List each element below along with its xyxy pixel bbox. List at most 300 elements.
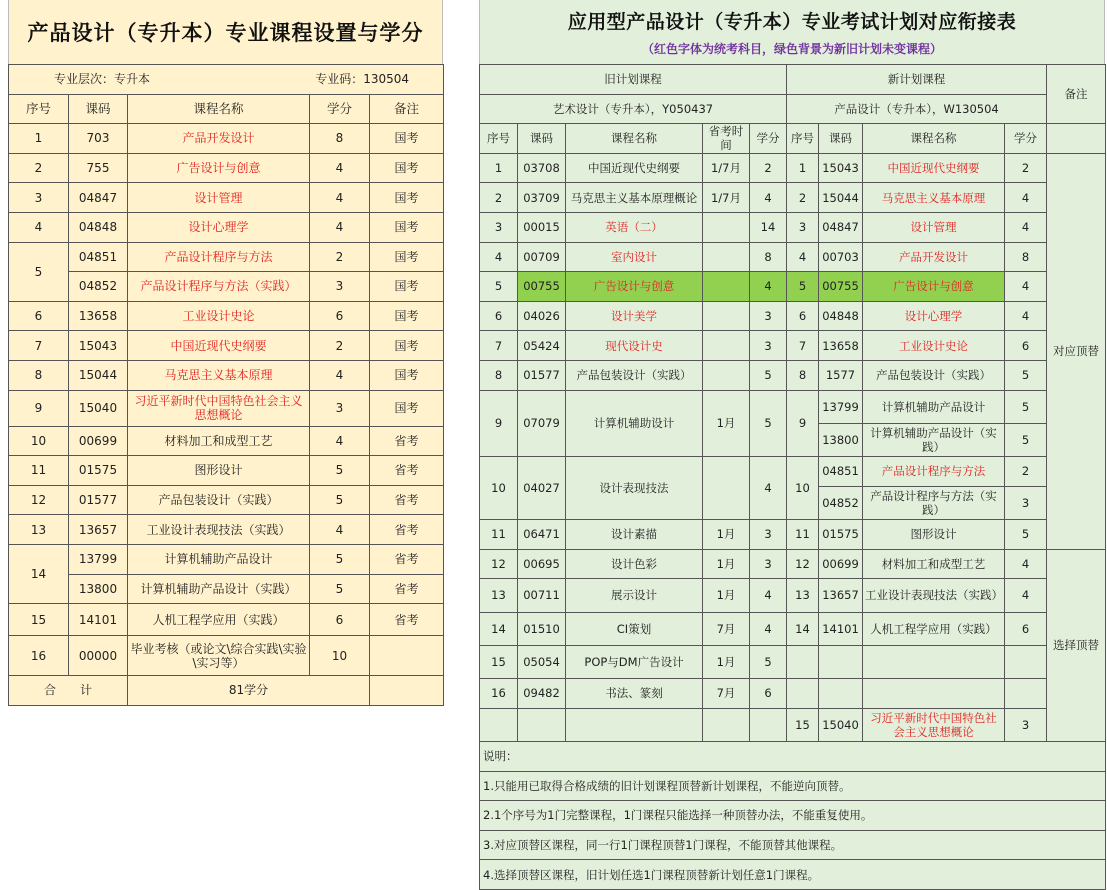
row-no: 2	[9, 153, 69, 183]
old-name: 展示设计	[566, 579, 703, 612]
total-empty	[370, 676, 444, 706]
left-title-box	[8, 0, 443, 64]
left-course-table	[8, 64, 444, 706]
row-note: 国考	[370, 153, 444, 183]
old-time	[703, 212, 750, 242]
old-no: 10	[480, 457, 518, 520]
new-credit: 2	[1005, 153, 1047, 183]
row-note: 国考	[370, 301, 444, 331]
new-credit: 5	[1005, 360, 1047, 390]
row-credit: 5	[310, 456, 370, 486]
new-credit: 5	[1005, 423, 1047, 456]
left-title: 产品设计（专升本）专业课程设置与学分	[27, 21, 424, 45]
old-name: 设计美学	[566, 301, 703, 331]
old-no: 1	[480, 153, 518, 183]
row-code: 01577	[69, 485, 128, 515]
col-header-credit: 学分	[310, 94, 370, 124]
row-credit: 4	[310, 212, 370, 242]
remark-direct: 对应顶替	[1047, 153, 1106, 549]
row-credit: 4	[310, 360, 370, 390]
col-header-credit: 学分	[750, 124, 787, 154]
old-name: 计算机辅助设计	[566, 390, 703, 457]
old-name: 现代设计史	[566, 331, 703, 361]
old-name: 中国近现代史纲要	[566, 153, 703, 183]
old-no: 8	[480, 360, 518, 390]
row-name: 计算机辅助产品设计（实践）	[128, 574, 310, 604]
new-name: 产品开发设计	[863, 242, 1005, 272]
row-no: 13	[9, 515, 69, 545]
new-no: 2	[787, 183, 819, 213]
row-code: 04851	[69, 242, 128, 272]
row-name: 产品开发设计	[128, 124, 310, 154]
row-note: 省考	[370, 574, 444, 604]
row-no: 1	[9, 124, 69, 154]
row-name: 广告设计与创意	[128, 153, 310, 183]
old-no: 13	[480, 579, 518, 612]
new-code: 00703	[819, 242, 863, 272]
old-credit: 4	[750, 183, 787, 213]
row-name: 产品包装设计（实践）	[128, 485, 310, 515]
row-no: 8	[9, 360, 69, 390]
row-no: 9	[9, 390, 69, 426]
row-name: 设计心理学	[128, 212, 310, 242]
table-row	[480, 708, 1106, 741]
row-credit: 2	[310, 331, 370, 361]
row-name: 计算机辅助产品设计	[128, 544, 310, 574]
old-time: 7月	[703, 612, 750, 645]
row-code: 13657	[69, 515, 128, 545]
col-header-prov-time: 省考时间	[703, 124, 750, 154]
row-code: 00000	[69, 636, 128, 676]
row-name: 毕业考核（或论文\综合实践\实验\实习等）	[128, 636, 310, 676]
new-name: 产品包装设计（实践）	[863, 360, 1005, 390]
col-header-name: 课程名称	[863, 124, 1005, 154]
old-time: 1/7月	[703, 153, 750, 183]
row-note: 国考	[370, 124, 444, 154]
old-code: 05054	[518, 645, 566, 678]
row-no: 11	[9, 456, 69, 486]
old-name: 书法、篆刻	[566, 679, 703, 709]
old-plan-header: 旧计划课程	[480, 65, 787, 95]
new-no: 6	[787, 301, 819, 331]
col-header-no: 序号	[787, 124, 819, 154]
note-item: 2.1个序号为1门完整课程，1门课程只能选择一种顶替办法，不能重复使用。	[480, 801, 1106, 831]
table-row	[480, 390, 1106, 423]
table-row	[9, 183, 444, 213]
new-name: 材料加工和成型工艺	[863, 549, 1005, 579]
empty-cell	[750, 708, 787, 741]
col-header-no: 序号	[9, 94, 69, 124]
table-row	[480, 183, 1106, 213]
old-time: 1月	[703, 549, 750, 579]
new-credit: 4	[1005, 183, 1047, 213]
row-code: 15044	[69, 360, 128, 390]
old-no: 16	[480, 679, 518, 709]
row-note: 省考	[370, 515, 444, 545]
row-note: 省考	[370, 426, 444, 456]
row-credit: 10	[310, 636, 370, 676]
old-no: 3	[480, 212, 518, 242]
old-no: 2	[480, 183, 518, 213]
row-note: 省考	[370, 544, 444, 574]
row-name: 产品设计程序与方法	[128, 242, 310, 272]
new-credit: 4	[1005, 579, 1047, 612]
row-note: 国考	[370, 331, 444, 361]
empty-cell	[787, 645, 819, 678]
old-code: 01510	[518, 612, 566, 645]
row-code: 04847	[69, 183, 128, 213]
new-credit: 5	[1005, 520, 1047, 550]
old-time: 1月	[703, 645, 750, 678]
old-name: CI策划	[566, 612, 703, 645]
old-name: 设计素描	[566, 520, 703, 550]
new-no: 10	[787, 457, 819, 520]
old-name: POP与DM广告设计	[566, 645, 703, 678]
note-item: 3.对应顶替区课程，同一行1门课程顶替1门课程，不能顶替其他课程。	[480, 830, 1106, 860]
row-credit: 5	[310, 574, 370, 604]
table-row	[480, 331, 1106, 361]
new-name: 计算机辅助产品设计（实践）	[863, 423, 1005, 456]
new-name: 图形设计	[863, 520, 1005, 550]
col-header-no: 序号	[480, 124, 518, 154]
row-name: 产品设计程序与方法（实践）	[128, 272, 310, 302]
col-header-code: 课码	[69, 94, 128, 124]
old-name: 马克思主义基本原理概论	[566, 183, 703, 213]
new-credit: 6	[1005, 612, 1047, 645]
row-name: 中国近现代史纲要	[128, 331, 310, 361]
new-credit: 4	[1005, 301, 1047, 331]
new-name: 工业设计史论	[863, 331, 1005, 361]
mapping-table	[479, 64, 1106, 890]
new-no: 11	[787, 520, 819, 550]
empty-cell	[518, 708, 566, 741]
left-info-row	[9, 65, 444, 95]
old-credit: 5	[750, 645, 787, 678]
old-no: 5	[480, 272, 518, 302]
old-code: 05424	[518, 331, 566, 361]
row-name: 材料加工和成型工艺	[128, 426, 310, 456]
old-credit: 3	[750, 520, 787, 550]
row-note: 省考	[370, 604, 444, 636]
row-note: 国考	[370, 212, 444, 242]
old-code: 09482	[518, 679, 566, 709]
new-code: 01575	[819, 520, 863, 550]
old-credit: 14	[750, 212, 787, 242]
row-name: 图形设计	[128, 456, 310, 486]
new-credit: 2	[1005, 457, 1047, 487]
new-name: 计算机辅助产品设计	[863, 390, 1005, 423]
new-code: 04847	[819, 212, 863, 242]
old-credit: 3	[750, 549, 787, 579]
row-no: 4	[9, 212, 69, 242]
table-row	[480, 549, 1106, 579]
new-name: 人机工程学应用（实践）	[863, 612, 1005, 645]
new-code: 15043	[819, 153, 863, 183]
old-code: 00709	[518, 242, 566, 272]
table-row	[9, 426, 444, 456]
empty-cell	[1005, 645, 1047, 678]
major-level: 专业层次：专升本	[54, 72, 151, 87]
empty-cell	[566, 708, 703, 741]
table-row	[480, 520, 1106, 550]
table-row	[480, 242, 1106, 272]
row-credit: 3	[310, 272, 370, 302]
new-no: 14	[787, 612, 819, 645]
row-note: 国考	[370, 390, 444, 426]
new-code: 15040	[819, 708, 863, 741]
table-row	[480, 153, 1106, 183]
new-name: 工业设计表现技法（实践）	[863, 579, 1005, 612]
new-name: 习近平新时代中国特色社会主义思想概论	[863, 708, 1005, 741]
table-row	[9, 544, 444, 574]
new-code: 04851	[819, 457, 863, 487]
old-no: 7	[480, 331, 518, 361]
row-credit: 6	[310, 604, 370, 636]
old-no: 4	[480, 242, 518, 272]
total-label: 合 计	[9, 676, 128, 706]
new-no: 5	[787, 272, 819, 302]
row-code: 15043	[69, 331, 128, 361]
row-no: 16	[9, 636, 69, 676]
left-panel	[8, 0, 443, 706]
old-code: 04027	[518, 457, 566, 520]
old-credit: 4	[750, 612, 787, 645]
table-row	[9, 604, 444, 636]
old-name: 设计色彩	[566, 549, 703, 579]
old-time: 1月	[703, 520, 750, 550]
old-credit: 8	[750, 242, 787, 272]
old-code: 00695	[518, 549, 566, 579]
old-name: 英语（二）	[566, 212, 703, 242]
new-name: 马克思主义基本原理	[863, 183, 1005, 213]
row-note: 省考	[370, 456, 444, 486]
table-row	[480, 212, 1106, 242]
table-row	[9, 242, 444, 272]
row-credit: 4	[310, 515, 370, 545]
col-header-code: 课码	[819, 124, 863, 154]
new-name: 设计管理	[863, 212, 1005, 242]
note-item: 1.只能用已取得合格成绩的旧计划课程顶替新计划课程，不能逆向顶替。	[480, 771, 1106, 801]
old-time	[703, 360, 750, 390]
old-time: 1月	[703, 390, 750, 457]
old-credit: 4	[750, 457, 787, 520]
right-title-box	[479, 0, 1105, 64]
new-no: 12	[787, 549, 819, 579]
new-name: 中国近现代史纲要	[863, 153, 1005, 183]
old-no: 14	[480, 612, 518, 645]
row-note: 国考	[370, 360, 444, 390]
row-name: 工业设计表现技法（实践）	[128, 515, 310, 545]
table-row	[480, 612, 1106, 645]
col-header-name: 课程名称	[128, 94, 310, 124]
old-code: 03709	[518, 183, 566, 213]
table-row	[9, 212, 444, 242]
table-row	[480, 579, 1106, 612]
table-row	[480, 457, 1106, 487]
row-no: 5	[9, 242, 69, 301]
table-row	[9, 301, 444, 331]
old-credit: 3	[750, 301, 787, 331]
new-credit: 8	[1005, 242, 1047, 272]
empty-cell	[819, 645, 863, 678]
new-no: 3	[787, 212, 819, 242]
old-code: 03708	[518, 153, 566, 183]
old-time	[703, 301, 750, 331]
row-name: 习近平新时代中国特色社会主义思想概论	[128, 390, 310, 426]
old-no: 11	[480, 520, 518, 550]
old-credit: 2	[750, 153, 787, 183]
table-row	[9, 390, 444, 426]
remark-selective: 选择顶替	[1047, 549, 1106, 741]
row-code: 04848	[69, 212, 128, 242]
old-code: 06471	[518, 520, 566, 550]
table-row	[9, 515, 444, 545]
new-code: 13800	[819, 423, 863, 456]
row-name: 工业设计史论	[128, 301, 310, 331]
old-time	[703, 272, 750, 302]
new-code: 13658	[819, 331, 863, 361]
row-note: 省考	[370, 485, 444, 515]
row-no: 3	[9, 183, 69, 213]
old-time: 1/7月	[703, 183, 750, 213]
old-credit: 4	[750, 579, 787, 612]
remark-spacer	[1047, 124, 1106, 154]
row-note	[370, 636, 444, 676]
row-name: 设计管理	[128, 183, 310, 213]
row-no: 15	[9, 604, 69, 636]
row-credit: 3	[310, 390, 370, 426]
new-code: 13799	[819, 390, 863, 423]
old-no: 6	[480, 301, 518, 331]
row-credit: 4	[310, 426, 370, 456]
table-row-unchanged	[480, 272, 1106, 302]
table-row	[9, 636, 444, 676]
row-credit: 5	[310, 485, 370, 515]
new-no: 9	[787, 390, 819, 457]
row-code: 00699	[69, 426, 128, 456]
old-time: 7月	[703, 679, 750, 709]
new-credit: 4	[1005, 272, 1047, 302]
empty-cell	[863, 645, 1005, 678]
right-panel	[479, 0, 1105, 890]
old-code: 00711	[518, 579, 566, 612]
new-credit: 4	[1005, 212, 1047, 242]
new-code: 13657	[819, 579, 863, 612]
row-credit: 4	[310, 183, 370, 213]
old-code: 00755	[518, 272, 566, 302]
right-title: 应用型产品设计（专升本）专业考试计划对应衔接表	[567, 11, 1017, 33]
new-credit: 5	[1005, 390, 1047, 423]
old-code: 01577	[518, 360, 566, 390]
table-row	[9, 456, 444, 486]
new-code: 00699	[819, 549, 863, 579]
new-name: 设计心理学	[863, 301, 1005, 331]
new-no: 13	[787, 579, 819, 612]
row-code: 13800	[69, 574, 128, 604]
empty-cell	[480, 708, 518, 741]
table-row	[480, 645, 1106, 678]
table-row	[9, 485, 444, 515]
new-code: 15044	[819, 183, 863, 213]
old-code: 04026	[518, 301, 566, 331]
row-no: 7	[9, 331, 69, 361]
row-code: 15040	[69, 390, 128, 426]
row-credit: 2	[310, 242, 370, 272]
row-note: 国考	[370, 272, 444, 302]
table-row	[9, 331, 444, 361]
old-code: 00015	[518, 212, 566, 242]
row-credit: 4	[310, 153, 370, 183]
row-note: 国考	[370, 242, 444, 272]
new-no: 1	[787, 153, 819, 183]
row-credit: 5	[310, 544, 370, 574]
table-row	[9, 360, 444, 390]
table-row	[9, 124, 444, 154]
old-credit: 4	[750, 272, 787, 302]
empty-cell	[1005, 679, 1047, 709]
old-name: 广告设计与创意	[566, 272, 703, 302]
new-no: 8	[787, 360, 819, 390]
row-code: 13799	[69, 544, 128, 574]
empty-cell	[819, 679, 863, 709]
new-code: 04852	[819, 486, 863, 519]
col-header-note: 备注	[370, 94, 444, 124]
old-code: 07079	[518, 390, 566, 457]
new-credit: 4	[1005, 549, 1047, 579]
row-code: 755	[69, 153, 128, 183]
row-code: 14101	[69, 604, 128, 636]
new-name: 广告设计与创意	[863, 272, 1005, 302]
col-header-name: 课程名称	[566, 124, 703, 154]
old-time: 1月	[703, 579, 750, 612]
old-time	[703, 242, 750, 272]
right-subtitle: （红色字体为统考科目，绿色背景为新旧计划未变课程）	[641, 42, 942, 56]
empty-cell	[863, 679, 1005, 709]
old-time	[703, 331, 750, 361]
table-row	[9, 574, 444, 604]
new-no: 7	[787, 331, 819, 361]
new-code: 04848	[819, 301, 863, 331]
old-credit: 5	[750, 390, 787, 457]
row-no: 12	[9, 485, 69, 515]
empty-cell	[703, 708, 750, 741]
old-name: 室内设计	[566, 242, 703, 272]
row-name: 人机工程学应用（实践）	[128, 604, 310, 636]
new-name: 产品设计程序与方法（实践）	[863, 486, 1005, 519]
table-row	[480, 679, 1106, 709]
row-credit: 8	[310, 124, 370, 154]
row-code: 703	[69, 124, 128, 154]
old-credit: 6	[750, 679, 787, 709]
row-no: 10	[9, 426, 69, 456]
new-no: 4	[787, 242, 819, 272]
new-name: 产品设计程序与方法	[863, 457, 1005, 487]
row-code: 01575	[69, 456, 128, 486]
old-credit: 3	[750, 331, 787, 361]
old-name: 产品包装设计（实践）	[566, 360, 703, 390]
empty-cell	[787, 679, 819, 709]
old-no: 15	[480, 645, 518, 678]
total-row	[9, 676, 444, 706]
old-time	[703, 457, 750, 520]
new-code: 00755	[819, 272, 863, 302]
table-row	[9, 272, 444, 302]
new-plan-header: 新计划课程	[787, 65, 1047, 95]
notes-title: 说明：	[480, 741, 1106, 771]
remark-header: 备注	[1047, 65, 1106, 124]
table-row	[480, 360, 1106, 390]
row-code: 13658	[69, 301, 128, 331]
